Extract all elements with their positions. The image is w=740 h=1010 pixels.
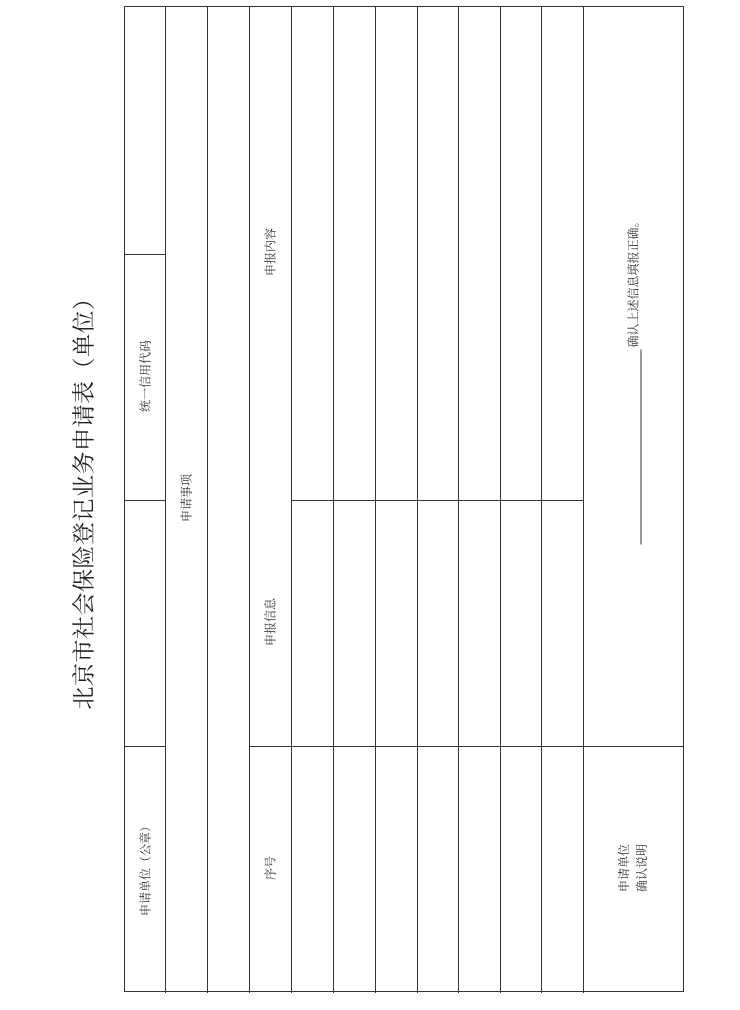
row-divider — [125, 746, 165, 747]
column-divider — [249, 7, 250, 993]
row-divider — [125, 500, 165, 501]
form-table — [124, 6, 684, 992]
row-divider — [583, 746, 684, 747]
applicant-unit-label: 申请单位（公章） — [138, 819, 153, 917]
column-divider — [165, 7, 166, 993]
row-divider — [249, 746, 583, 747]
form-title: 北京市社会保险登记业务申请表（单位） — [71, 286, 98, 710]
report-info-header: 申报信息 — [263, 597, 278, 647]
confirm-statement-text: 确认上述信息填报正确。 — [626, 215, 641, 348]
credit-code-label: 统一信用代码 — [138, 339, 153, 413]
application-item-label: 申请事项 — [179, 473, 194, 523]
column-divider — [583, 7, 584, 993]
confirm-statement — [625, 215, 642, 544]
confirm-label-line1: 申请单位 — [617, 843, 631, 893]
column-divider — [207, 7, 208, 993]
serial-no-header: 序号 — [263, 855, 278, 881]
row-divider — [125, 254, 165, 255]
signature-blank-line[interactable] — [627, 350, 641, 545]
confirm-label — [615, 844, 651, 892]
report-content-header: 申报内容 — [263, 227, 278, 277]
confirm-label-line2: 确认说明 — [635, 843, 649, 893]
row-divider — [291, 500, 583, 501]
